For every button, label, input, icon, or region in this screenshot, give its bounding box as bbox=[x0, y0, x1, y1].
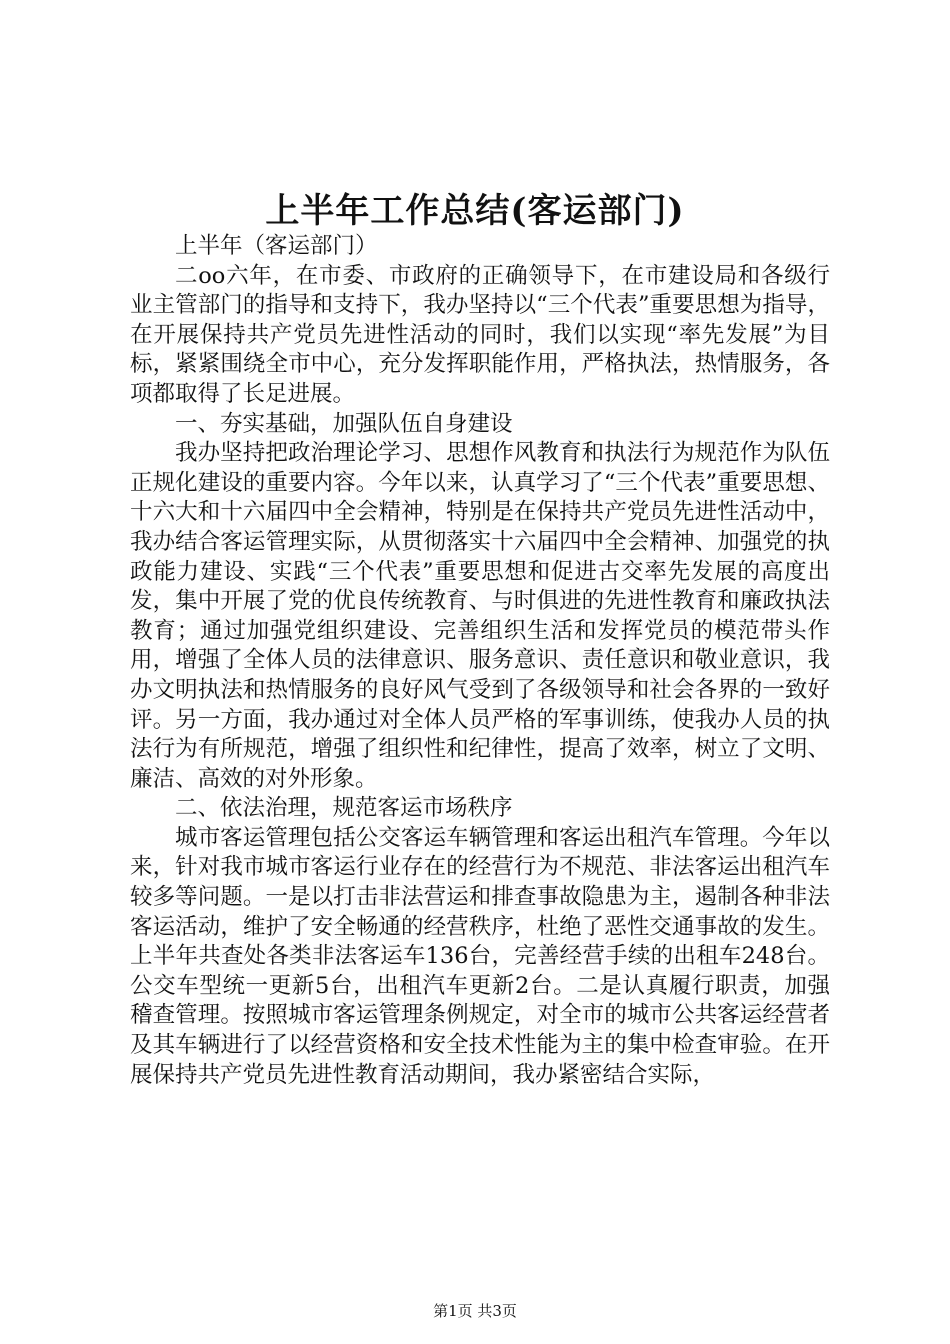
paragraph-section-1: 我办坚持把政治理论学习、思想作风教育和执法行为规范作为队伍正规化建设的重要内容。今年以来，认真学习了“三个代表”重要思想、十六大和十六届四中全会精神，特别是在保持共产党员先进性活动中，我办结合客运管理实际，从贯彻落实十六届四中全会精神、加强党的执政能力建设、实践“三个代表”重要思想和促进古交率先发展的高度出发，集中开展了党的优良传统教育、与时俱进的先进性教育和廉政执法教育；通过加强党组织建设、完善组织生活和发挥党员的模范带头作用，增强了全体人员的法律意识、服务意识、责任意识和敬业意识，我办文明执法和热情服务的良好风气受到了各级领导和社会各界的一致好评。另一方面，我办通过对全体人员严格的军事训练，使我办人员的执法行为有所规范，增强了组织性和纪律性，提高了效率，树立了文明、廉洁、高效的对外形象。 bbox=[130, 440, 830, 792]
page-footer: 第1页 共3页 bbox=[433, 1302, 517, 1320]
section-heading-1: 一、夯实基础，加强队伍自身建设 bbox=[175, 410, 513, 437]
paragraph-subtitle: 上半年（客运部门） bbox=[175, 233, 378, 259]
document-body bbox=[130, 232, 830, 1090]
section-heading-2: 二、依法治理，规范客运市场秩序 bbox=[175, 795, 513, 822]
document-title: 上半年工作总结(客运部门) bbox=[265, 191, 685, 231]
paragraph-section-2: 城市客运管理包括公交客运车辆管理和客运出租汽车管理。今年以来，针对我市城市客运行业存在的经营行为不规范、非法客运出租汽车较多等问题。一是以打击非法营运和排查事故隐患为主，遏制各种非法客运活动，维护了安全畅通的经营秩序，杜绝了恶性交通事故的发生。上半年共查处各类非法客运车136台，完善经营手续的出租车248台。公交车型统一更新5台，出租汽车更新2台。二是认真履行职责，加强稽查管理。按照城市客运管理条例规定，对全市的城市公共客运经营者及其车辆进行了以经营资格和安全技术性能为主的集中检查审验。在开展保持共产党员先进性教育活动期间，我办紧密结合实际， bbox=[130, 824, 830, 1088]
paragraph-intro: 二oo六年，在市委、市政府的正确领导下，在市建设局和各级行业主管部门的指导和支持下，我办坚持以“三个代表”重要思想为指导，在开展保持共产党员先进性活动的同时，我们以实现“率先发展”为目标，紧紧围绕全市中心，充分发挥职能作用，严格执法，热情服务，各项都取得了长足进展。 bbox=[130, 262, 830, 407]
